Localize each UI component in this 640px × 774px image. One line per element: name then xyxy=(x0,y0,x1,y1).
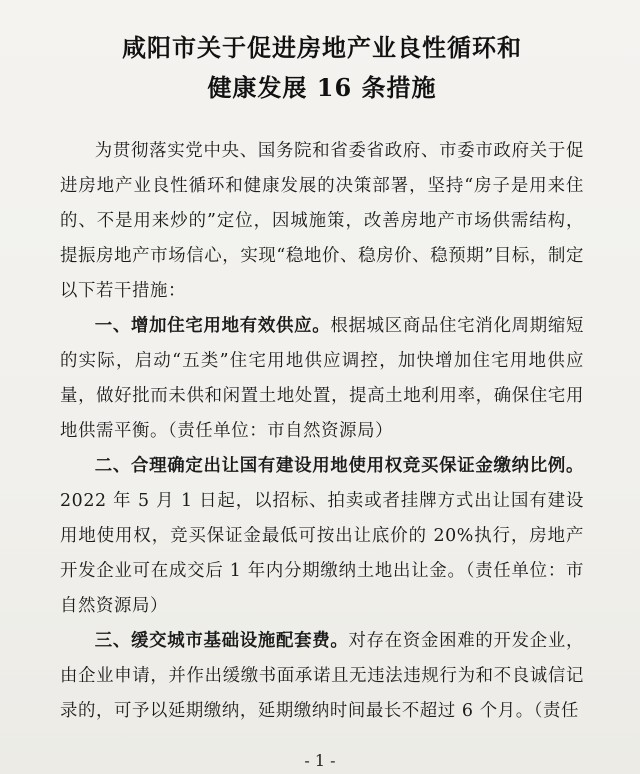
intro-paragraph: 为贯彻落实党中央、国务院和省委省政府、市委市政府关于促进房地产业良性循环和健康发展的决策部署，坚持“房子是用来住的、不是用来炒的”定位，因城施策，改善房地产市场供需结构，提振房地产市场信心，实现“稳地价、稳房价、稳预期”目标，制定以下若干措施： xyxy=(60,141,584,301)
section-3-heading: 三、缓交城市基础设施配套费。 xyxy=(94,631,349,651)
page-number: - 1 - xyxy=(304,751,336,770)
title-line-2: 健康发展 16 条措施 xyxy=(207,73,437,102)
section-2-heading: 二、合理确定出让国有建设用地使用权竞买保证金缴纳比例。 xyxy=(94,456,584,476)
document-title xyxy=(60,28,584,108)
section-2 xyxy=(60,449,584,624)
section-1-heading: 一、增加住宅用地有效供应。 xyxy=(94,316,331,336)
section-1 xyxy=(60,309,584,449)
title-line-1: 咸阳市关于促进房地产业良性循环和 xyxy=(122,33,522,62)
section-1-body: 根据城区商品住宅消化周期缩短的实际，启动“五类”住宅用地供应调控，加快增加住宅用地供应量，做好批而未供和闲置土地处置，提高土地利用率，确保住宅用地供需平衡。（责任单位：市自然资源局） xyxy=(60,316,584,441)
section-3 xyxy=(60,624,584,729)
section-3-body: 对存在资金困难的开发企业，由企业申请，并作出缓缴书面承诺且无违法违规行为和不良诚信记录的，可予以延期缴纳，延期缴纳时间最长不超过 6 个月。（责任 xyxy=(60,631,584,721)
section-2-body: 2022 年 5 月 1 日起，以招标、拍卖或者挂牌方式出让国有建设用地使用权，竞买保证金最低可按出让底价的 20%执行，房地产开发企业可在成交后 1 年内分期缴纳土地出让金。（责任单位：市自然资源局） xyxy=(60,491,584,616)
